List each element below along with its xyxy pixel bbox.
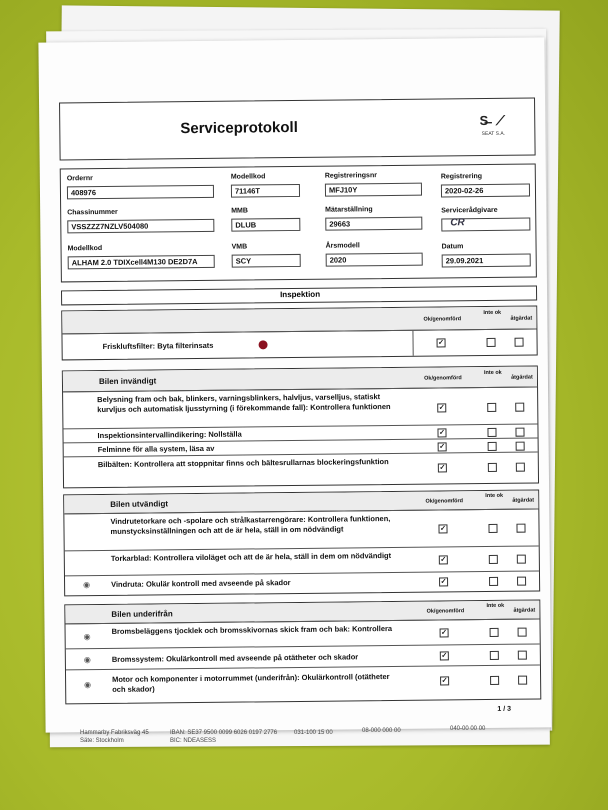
checkbox-ok[interactable]: ✓	[440, 556, 447, 564]
checkbox-action[interactable]	[518, 628, 527, 637]
col-not-ok-header: Inte ok	[483, 309, 502, 317]
chassis-label: Chassinummer	[67, 208, 118, 217]
row-text: Felminne för alla system, läsa av	[97, 443, 215, 455]
checkbox-not-ok[interactable]	[489, 555, 498, 564]
col-action-header: åtgärdat	[512, 497, 535, 504]
checkbox-action[interactable]	[518, 651, 527, 660]
table-row	[66, 664, 540, 703]
checkbox-not-ok[interactable]	[487, 338, 496, 347]
inspection-header-label: Inspektion	[280, 289, 321, 300]
col-action-header: åtgärdat	[513, 607, 536, 614]
table-row	[64, 508, 538, 551]
checkbox-not-ok[interactable]	[487, 428, 496, 437]
checkbox-action[interactable]	[515, 403, 524, 412]
checkbox-ok[interactable]: ✓	[441, 629, 448, 637]
checkbox-ok[interactable]: ✓	[441, 677, 448, 685]
checkbox-ok[interactable]: ✓	[440, 525, 446, 533]
checkbox-not-ok[interactable]	[488, 463, 497, 472]
underside-section	[64, 599, 541, 704]
vehicle-info	[60, 163, 537, 282]
page-title: Serviceprotokoll	[180, 118, 298, 138]
footer-iban: IBAN: SE37 9500 0099 6026 0197 2776	[170, 730, 278, 736]
mmb-label: MMB	[231, 207, 248, 215]
service-protocol-page	[38, 37, 551, 732]
registration-no-field: MFJ10Y	[325, 183, 422, 197]
checkbox-not-ok[interactable]	[488, 524, 497, 533]
seat-logo	[470, 113, 516, 137]
model-field: ALHAM 2.0 TDIXcell4M130 DE2D7A	[68, 255, 215, 270]
underside-title: Bilen underifrån	[111, 609, 173, 619]
mmb-field: DLUB	[231, 218, 300, 232]
interior-title: Bilen invändigt	[98, 376, 157, 387]
footer-bic: BIC: NDEASESS	[170, 738, 217, 744]
interior-section	[62, 365, 539, 488]
row-text: Vindruta: Okulär kontroll med avseende på skador	[111, 578, 291, 589]
model-code-label: Modellkod	[230, 173, 266, 181]
title-box	[59, 97, 536, 160]
model-code-field: 71146T	[231, 184, 300, 198]
row-text: Vindrutetorkare och -spolare och strålkastarrengörare: Kontrollera funktionen, munstycksinställningen och att de är hela, ställ in om nödvändigt	[110, 514, 391, 536]
checkbox-not-ok[interactable]	[487, 403, 496, 412]
advisor-signature: CR	[450, 217, 465, 229]
year-field: 2020	[326, 253, 423, 267]
col-ok-header: Ok/genomförd	[426, 608, 465, 615]
col-ok-header: Ok/genomförd	[424, 375, 462, 382]
order-label: Ordernr	[66, 175, 93, 183]
table-row	[64, 451, 538, 487]
exterior-title: Bilen utvändigt	[110, 499, 169, 509]
model-label: Modellkod	[67, 245, 103, 253]
row-text: Torkarblad: Kontrollera viloläget och att de är hela, ställ in dem om nödvändigt	[110, 551, 392, 563]
col-action-header: åtgärdat	[510, 315, 533, 322]
vmb-field: SCY	[232, 254, 301, 268]
col-ok-header: Ok/genomförd	[423, 316, 462, 323]
checkbox-ok[interactable]: ✓	[438, 404, 445, 412]
table-row	[65, 570, 539, 595]
checkbox-action[interactable]	[515, 428, 524, 437]
checkbox-ok[interactable]: ✓	[441, 652, 448, 660]
checkbox-ok[interactable]: ✓	[440, 578, 447, 586]
checkbox-not-ok[interactable]	[490, 628, 499, 637]
inspection-section	[61, 305, 537, 360]
exterior-section	[63, 489, 540, 596]
mileage-field: 29663	[325, 217, 422, 231]
checkbox-not-ok[interactable]	[488, 442, 497, 451]
row-text: Bromssystem: Okulärkontroll med avseende på otätheter och skador	[111, 652, 359, 664]
checkbox-action[interactable]	[517, 577, 526, 586]
advisor-label: Servicerådgivare	[441, 206, 498, 215]
year-label: Årsmodell	[325, 242, 360, 250]
page-number: 1 / 3	[497, 705, 512, 713]
footer-extra: 040-00 00 00	[450, 726, 486, 732]
inspection-row	[62, 328, 536, 359]
col-not-ok-header: Inte ok	[483, 369, 502, 377]
chassis-field: VSSZZZ7NZLV504080	[67, 219, 214, 234]
row-text: Bilbälten: Kontrollera att stoppnitar finns och bältesrullarnas blockeringsfunktion	[97, 457, 389, 470]
row-text: Inspektionsintervallindikering: Nollställa	[97, 429, 242, 441]
vmb-label: VMB	[231, 243, 248, 251]
checkbox-action[interactable]	[515, 338, 524, 347]
registration-no-label: Registreringsnr	[324, 172, 377, 180]
checkbox-action[interactable]	[516, 524, 525, 533]
col-not-ok-header: Inte ok	[485, 492, 504, 500]
row-text: Bromsbeläggens tjocklek och bromsskivornas skick fram och bak: Kontrollera	[111, 623, 393, 636]
checkbox-ok[interactable]: ✓	[439, 443, 446, 451]
checkbox-not-ok[interactable]	[489, 577, 498, 586]
registration-label: Registrering	[440, 173, 483, 181]
col-not-ok-header: Inte ok	[486, 602, 505, 610]
checkbox-not-ok[interactable]	[490, 651, 499, 660]
checkbox-action[interactable]	[516, 442, 525, 451]
date-field: 29.09.2021	[442, 254, 531, 268]
checkbox-ok[interactable]: ✓	[438, 339, 445, 347]
footer-address-1: Hammarby Fabriksväg 45	[80, 730, 149, 736]
checkbox-ok[interactable]: ✓	[439, 464, 446, 472]
table-row	[63, 386, 537, 429]
checkbox-not-ok[interactable]	[490, 676, 499, 685]
inspection-item-text: Friskluftsfilter: Byta filterinsats	[102, 340, 214, 352]
mileage-label: Mätarställning	[325, 206, 373, 214]
order-field: 408976	[67, 185, 214, 200]
advisor-field	[441, 218, 530, 232]
eye-icon: ◉	[83, 632, 91, 642]
eye-icon: ◉	[83, 580, 91, 590]
registration-field: 2020-02-26	[441, 184, 530, 198]
inspection-header	[61, 285, 537, 305]
brand-name: SEAT S.A.	[481, 130, 506, 138]
checkbox-action[interactable]	[516, 463, 525, 472]
seat-logo-icon: S̶ ⟋	[479, 112, 508, 129]
row-text: Belysning fram och bak, blinkers, varningsblinkers, halvljus, varselljus, statiskt kurvljus och automatisk ljusstyrning (i förekommande fall): Kontrollera funktionen	[97, 392, 391, 414]
footer-phone: 031-100 15 00	[294, 730, 333, 736]
date-label: Datum	[441, 243, 464, 251]
col-action-header: åtgärdat	[511, 374, 533, 381]
row-text: Motor och komponenter i motorrummet (underifrån): Okulärkontroll (otätheter och skador)	[112, 672, 390, 694]
checkbox-action[interactable]	[518, 676, 527, 685]
footer-org: 08-000 000 00	[362, 728, 401, 734]
eye-icon: ◉	[83, 655, 91, 665]
eye-icon: ◉	[84, 680, 92, 690]
footer-address-2: Säte: Stockholm	[80, 738, 124, 744]
red-dot-icon	[259, 340, 268, 349]
col-ok-header: Ok/genomförd	[425, 498, 464, 505]
checkbox-ok[interactable]: ✓	[439, 429, 445, 437]
checkbox-action[interactable]	[517, 555, 526, 564]
